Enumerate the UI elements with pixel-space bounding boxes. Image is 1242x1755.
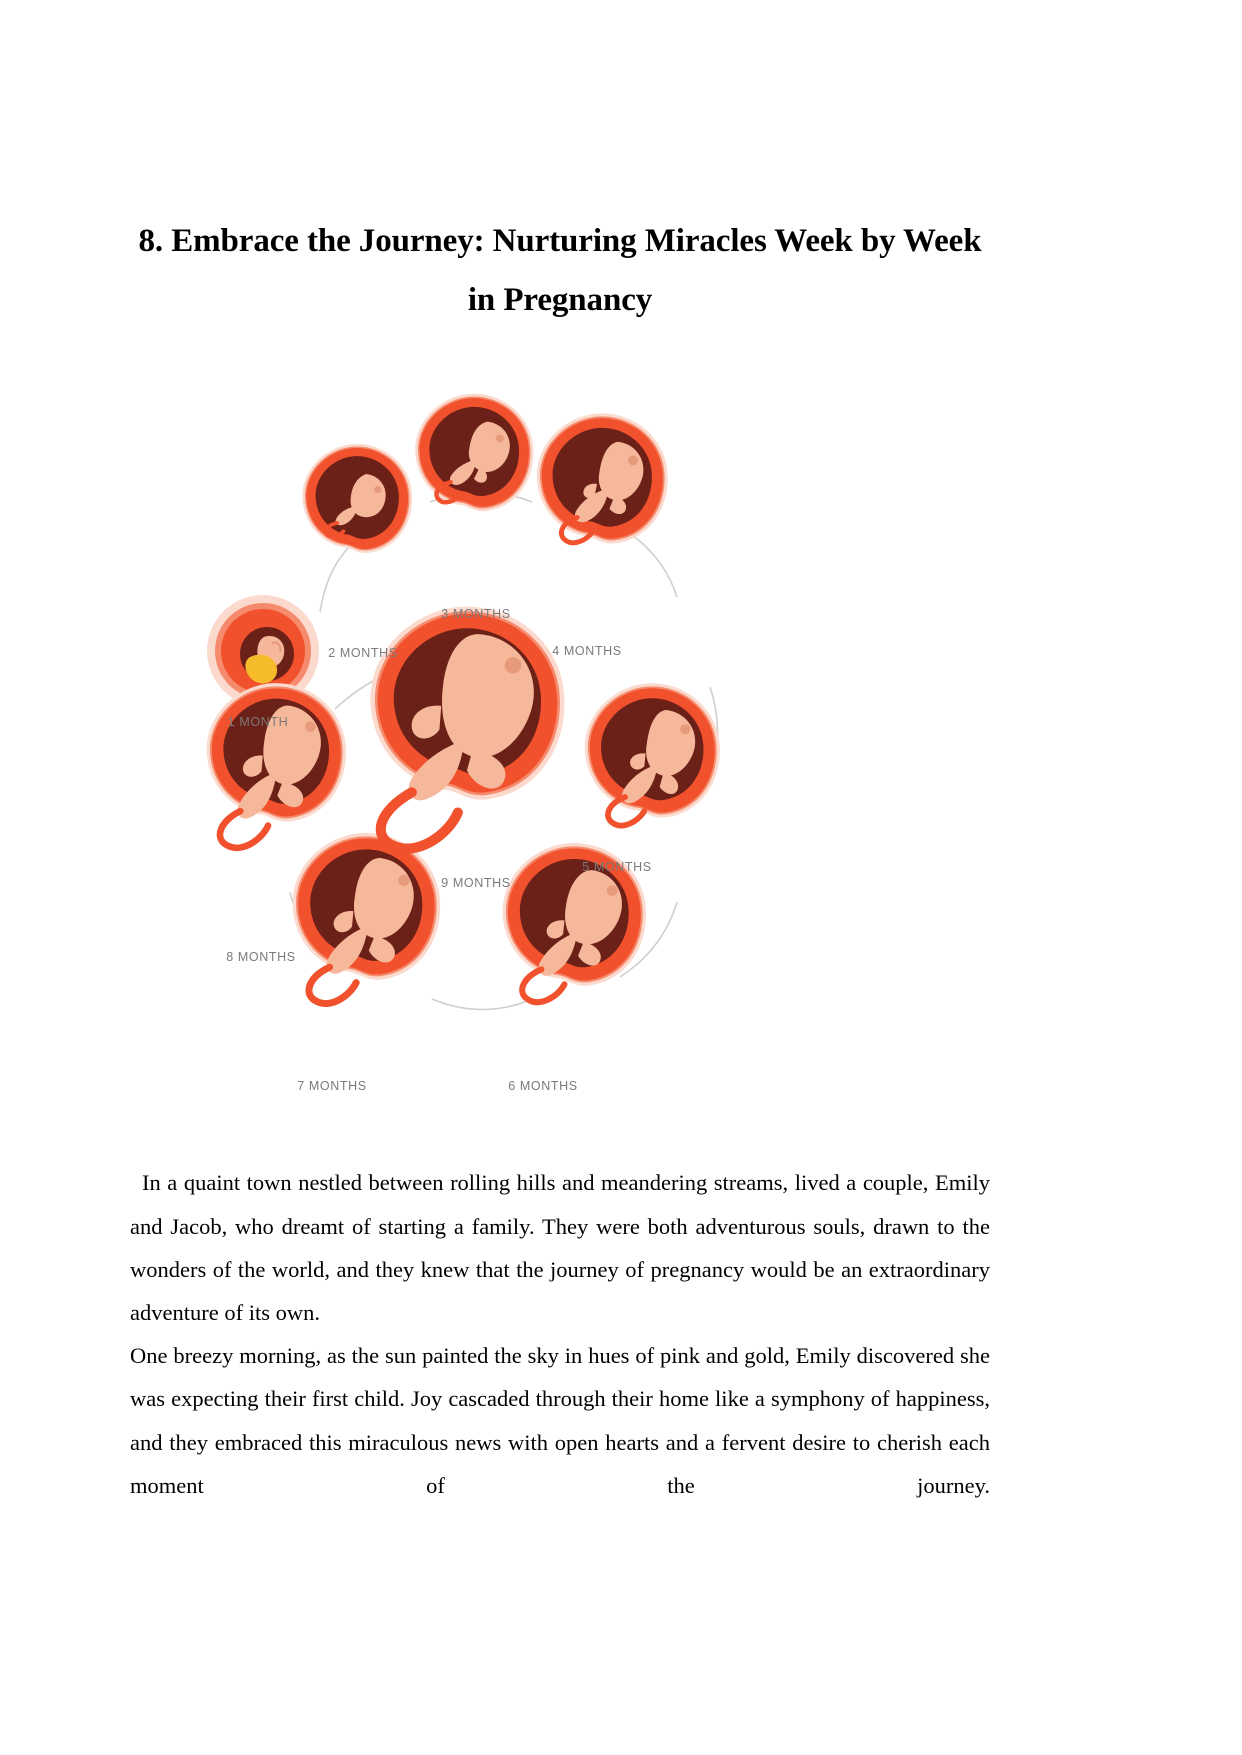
page-content [130,0,990,1550]
stage-5-months [585,684,720,826]
body-text [130,1161,990,1550]
label-month-1: 1 MONTH [227,715,289,730]
pregnancy-stages-figure [130,387,990,1107]
paragraph-1: In a quaint town nestled between rolling hills and meandering streams, lived a couple, Emily and Jacob, who dreamt of starting a family. They were both adventurous souls, drawn to the wonders of the world, and they knew that the journey of pregnancy would be an extraordinary adventure of its own. [130,1170,990,1326]
page-title-line-1: 8. Embrace the Journey: Nurturing Miracles Week [138,223,853,259]
stage-4-months [537,414,668,544]
label-month-9: 9 MONTHS [441,876,511,891]
label-month-8: 8 MONTHS [226,950,296,965]
label-month-5: 5 MONTHS [582,860,652,875]
stage-3-months [415,394,533,511]
label-month-4: 4 MONTHS [552,644,622,659]
stage-8-months [207,684,346,849]
label-month-6: 6 MONTHS [508,1079,578,1094]
stage-2-months [302,444,412,553]
pregnancy-stages-diagram [180,387,940,1107]
stage-7-months [293,833,441,1004]
label-month-2: 2 MONTHS [328,646,398,661]
page-title-line-2: by Week in Pregnancy [467,223,982,318]
label-month-7: 7 MONTHS [297,1079,367,1094]
paragraph-2: One breezy morning, as the sun painted the sky in hues of pink and gold, Emily discovered she was expecting their first child. Joy cascaded through their home like a symphony of happiness, and they embraced this miraculous news with open hearts and a fervent desire to cherish each moment of the journey. [130,1343,990,1498]
label-month-3: 3 MONTHS [441,607,511,622]
stage-9-months [370,607,564,849]
page-title [130,0,990,329]
